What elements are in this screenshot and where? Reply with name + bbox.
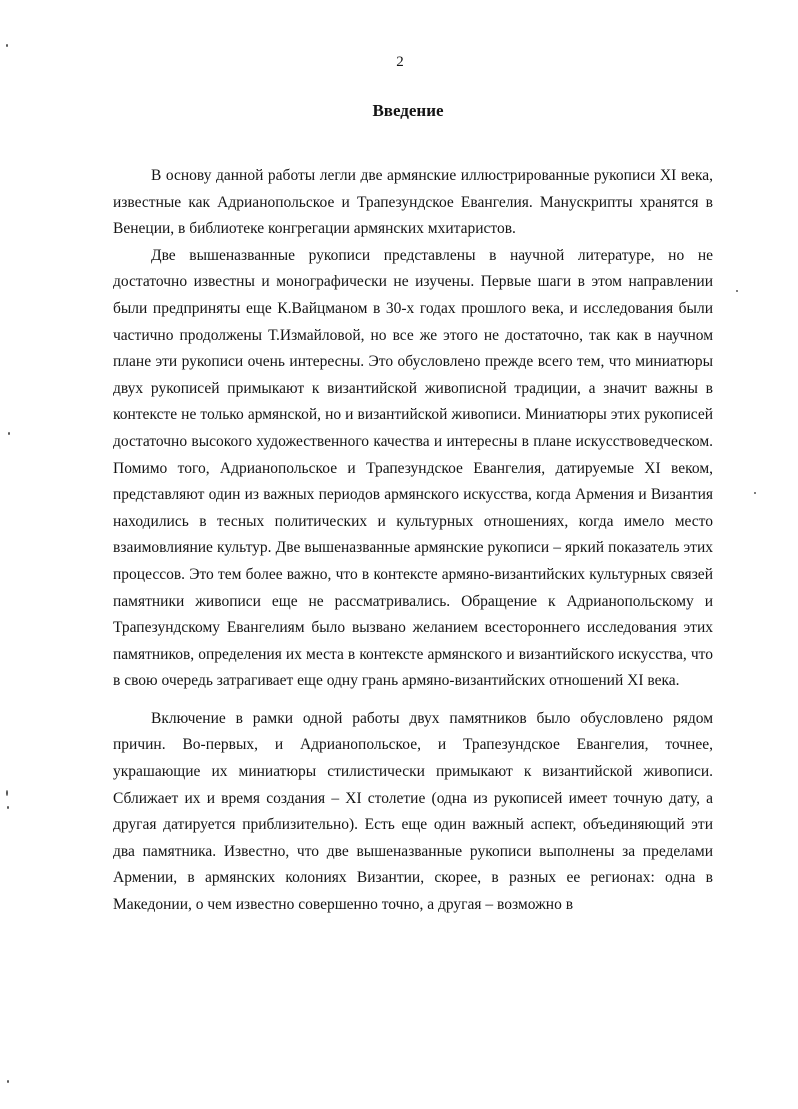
scan-speck bbox=[736, 290, 738, 292]
body-text bbox=[113, 163, 713, 919]
paragraph-intro: В основу данной работы легли две армянские иллюстрированные рукописи XI века, известные как Адрианопольское и Трапезундское Евангелия. Манускрипты хранятся в Венеции, в библиотеке конгрегации армянских мхитаристов. bbox=[113, 167, 713, 238]
scan-speck bbox=[7, 806, 9, 809]
page-title: Введение bbox=[372, 101, 444, 120]
scan-speck bbox=[7, 1080, 9, 1083]
scan-speck bbox=[8, 432, 10, 435]
paragraph-research-state: Две вышеназванные рукописи представлены в научной литературе, но не достаточно известны и монографически не изучены. Первые шаги в этом направлении были предприняты еще К.Вайцманом в 30-х годах прошлого века, и исследования были частично продолжены Т.Измайловой, но все же этого не достаточно, так как в научном плане эти рукописи очень интересны. Это обусловлено прежде всего тем, что миниатюры двух рукописей примыкают к византийской живописной традиции, а значит важны в контексте не только армянской, но и византийской живописи. Миниатюры этих рукописей достаточно высокого художественного качества и интересны в плане искусствоведческом. Помимо того, Адрианопольское и Трапезундское Евангелия, датируемые XI веком, представляют один из важных периодов армянского искусства, когда Армения и Византия находились в тесных политических и культурных отношениях, когда имело место взаимовлияние культур. Две вышеназванные армянские рукописи – яркий показатель этих процессов. Это тем более важно, что в контексте армяно-византийских культурных связей памятники живописи еще не рассматривались. Обращение к Адрианопольскому и Трапезундскому Евангелиям было вызвано желанием всестороннего исследования этих памятников, определения их места в контексте армянского и византийского искусства, что в свою очередь затрагивает еще одну грань армяно-византийских отношений XI века. bbox=[113, 246, 713, 690]
paragraph-reasons: Включение в рамки одной работы двух памятников было обусловлено рядом причин. Во-первых, и Адрианопольское, и Трапезундское Евангелия, точнее, украшающие их миниатюры стилистически примыкают к византийской живописи. Сближает их и время создания – XI столетие (одна из рукописей имеет точную дату, а другая датируется приблизительно). Есть еще один важный аспект, объединяющий эти два памятника. Известно, что две вышеназванные рукописи выполнены за пределами Армении, в армянских колониях Византии, скорее, в разных ее регионах: одна в Македонии, о чем известно совершенно точно, а другая – возможно в bbox=[113, 709, 713, 914]
scan-speck bbox=[6, 790, 8, 796]
scan-speck bbox=[754, 492, 756, 494]
scan-speck bbox=[6, 44, 8, 47]
page-number: 2 bbox=[396, 54, 404, 70]
